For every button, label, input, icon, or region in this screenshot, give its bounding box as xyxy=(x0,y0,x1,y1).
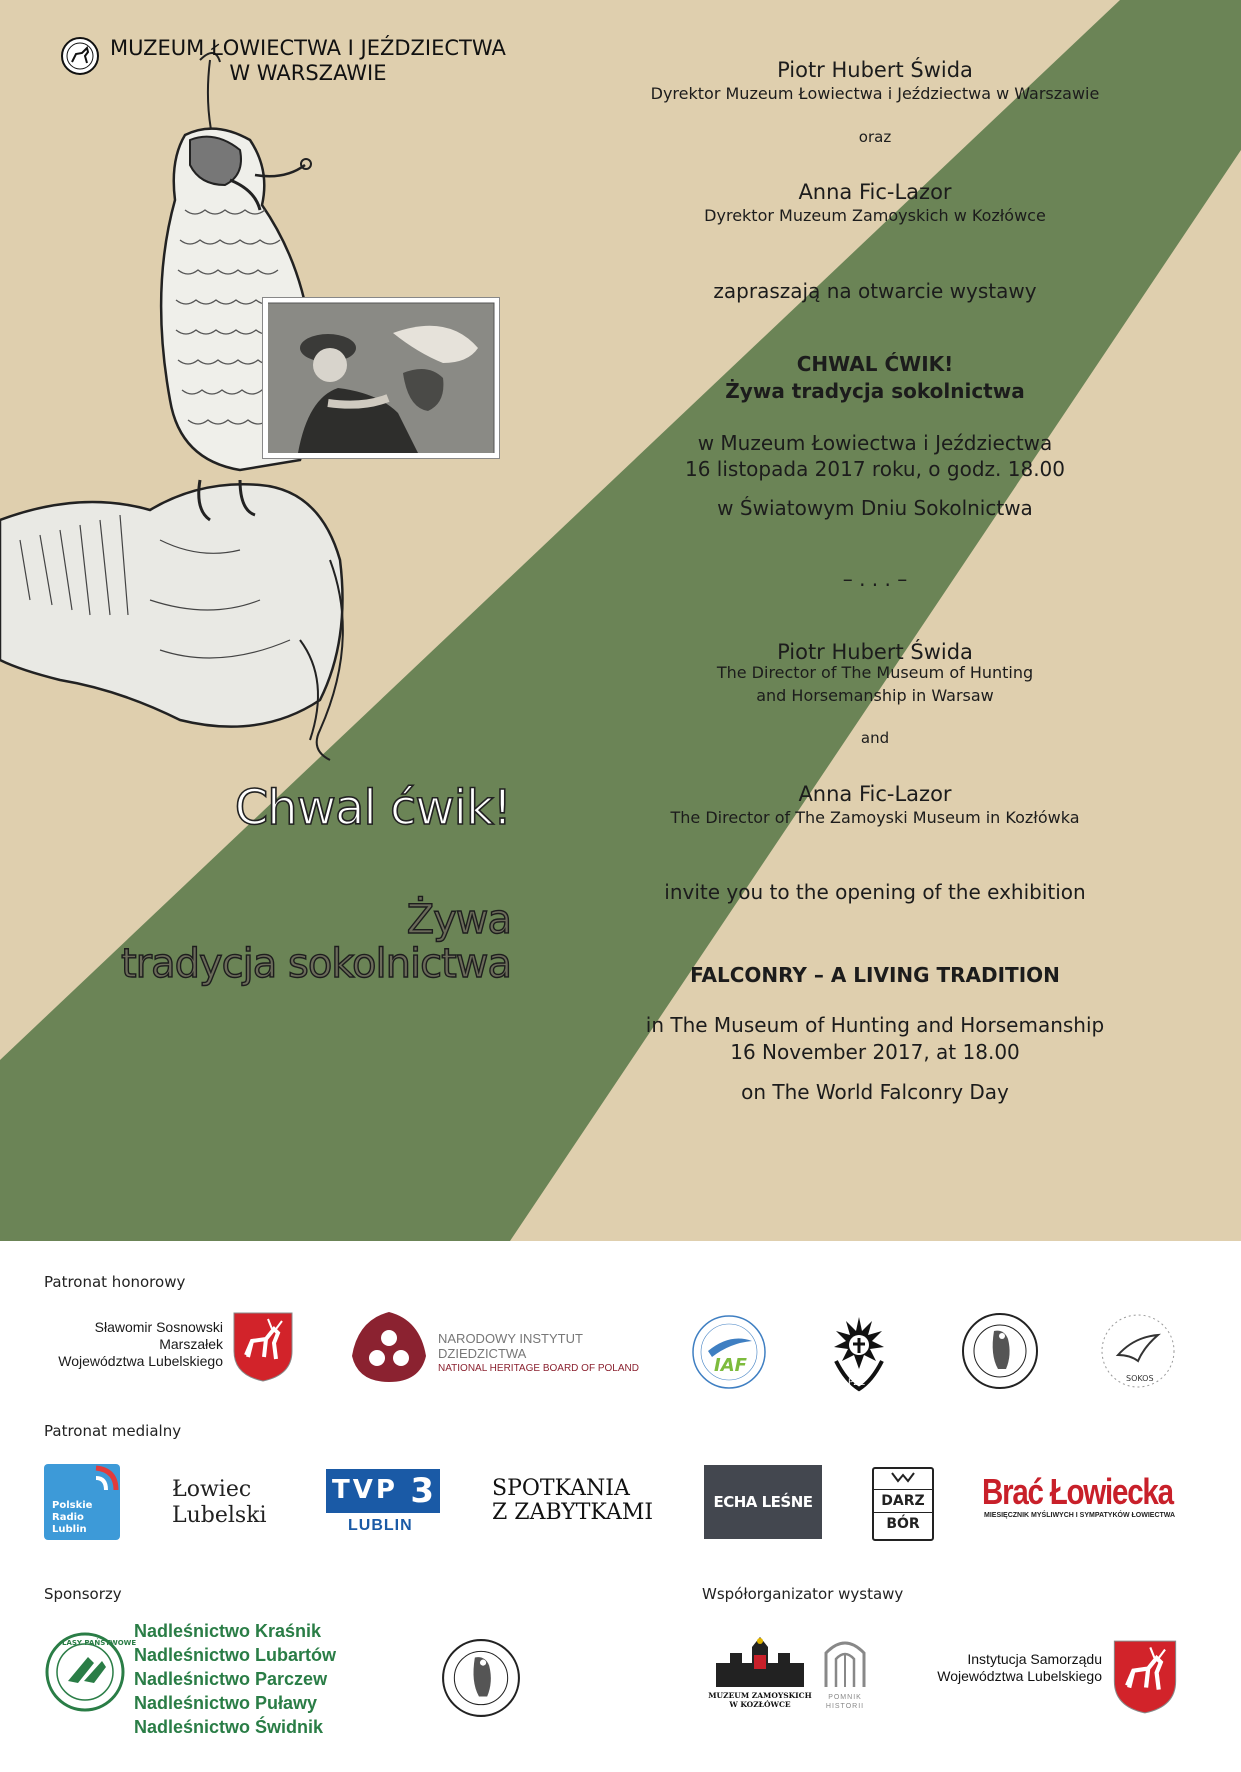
sokos-label: SOKOS xyxy=(1126,1374,1154,1383)
pl-title1: CHWAL ĆWIK! xyxy=(796,352,954,376)
section-media: Patronat medialny xyxy=(44,1422,182,1440)
pl-host1-name: Piotr Hubert Świda xyxy=(777,58,973,82)
marshal-title: Marszałek xyxy=(159,1336,223,1352)
museum-name-line1: MUZEUM ŁOWIECTWA I JEŹDZIECTWA xyxy=(110,36,506,60)
radio-line1: Polskie xyxy=(52,1500,93,1511)
pl-and: oraz xyxy=(858,128,892,146)
pl-date: 16 listopada 2017 roku, o godz. 18.00 xyxy=(685,457,1065,481)
display-title-line2: Żywa xyxy=(406,897,511,943)
tvp-city: LUBLIN xyxy=(348,1517,413,1534)
polskie-radio-lublin-logo xyxy=(44,1464,120,1540)
darz-line1: DARZ xyxy=(874,1489,932,1513)
falconer-portrait-engraving xyxy=(262,297,500,459)
echa-label: ECHA LEŚNE xyxy=(713,1493,813,1511)
sponsor-item: Nadleśnictwo Parczew xyxy=(134,1669,328,1689)
mz-line2: W KOZŁÓWCE xyxy=(729,1700,791,1709)
ph-line2: HISTORII xyxy=(825,1703,865,1710)
spotkania-line1: SPOTKANIA xyxy=(492,1476,630,1501)
lubelskie-coat-of-arms-icon xyxy=(232,1311,294,1383)
pl-host1-role: Dyrektor Muzeum Łowiectwa i Jeździectwa w Warszawie xyxy=(650,84,1100,103)
nid-logo-icon xyxy=(350,1310,428,1384)
en-host2-name: Anna Fic-Lazor xyxy=(798,782,952,806)
lowiec-line1: Łowiec xyxy=(172,1477,252,1502)
pl-invite: zapraszają na otwarcie wystawy xyxy=(713,279,1037,303)
en-host1-name: Piotr Hubert Świda xyxy=(777,640,973,664)
inst-line2: Województwa Lubelskiego xyxy=(937,1668,1102,1684)
tvp3-logo xyxy=(326,1469,440,1513)
tvp-label: TVP xyxy=(332,1475,398,1505)
muzeum-zamoyskich-logo-icon xyxy=(712,1633,808,1689)
sponsor-item: Nadleśnictwo Kraśnik xyxy=(134,1621,322,1641)
mz-line1: MUZEUM ZAMOYSKICH xyxy=(708,1691,812,1700)
sponsors-list xyxy=(134,1619,336,1739)
museum-logo-icon xyxy=(60,36,100,76)
spotkania-z-zabytkami-logo xyxy=(492,1477,653,1525)
tvp-number: 3 xyxy=(410,1471,434,1511)
en-and: and xyxy=(860,729,890,747)
radio-line3: Lublin xyxy=(52,1524,87,1535)
inst-line1: Instytucja Samorządu xyxy=(967,1651,1102,1667)
pl-host2-role: Dyrektor Muzeum Zamoyskich w Kozłówce xyxy=(704,206,1046,225)
marshal-region: Województwa Lubelskiego xyxy=(58,1353,223,1369)
antler-icon xyxy=(874,1469,932,1489)
nid-logo-text xyxy=(438,1331,639,1376)
ph-line1: POMNIK xyxy=(828,1694,862,1701)
en-place: in The Museum of Hunting and Horsemanship xyxy=(645,1013,1105,1037)
en-host1-role-1: The Director of The Museum of Hunting xyxy=(716,663,1034,682)
brac-lowiecka-logo: Brać Łowiecka xyxy=(982,1471,1173,1512)
pl-title2: Żywa tradycja sokolnictwa xyxy=(725,379,1025,403)
marshal-patron-text xyxy=(38,1319,223,1370)
sokos-logo-icon xyxy=(1098,1311,1178,1391)
spotkania-line2: Z ZABYTKAMI xyxy=(492,1500,654,1525)
lowiec-line2: Lubelski xyxy=(172,1503,267,1528)
display-title-line3: tradycja sokolnictwa xyxy=(120,941,511,987)
section-sponsors: Sponsorzy xyxy=(44,1585,122,1603)
pomnik-historii-text xyxy=(812,1693,878,1711)
en-day: on The World Falconry Day xyxy=(741,1080,1009,1104)
nid-line1: NARODOWY INSTYTUT xyxy=(438,1331,583,1346)
en-date: 16 November 2017, at 18.00 xyxy=(730,1040,1020,1064)
sponsor-item: Nadleśnictwo Puławy xyxy=(134,1693,318,1713)
brac-subtitle: MIESIĘCZNIK MYŚLIWYCH I SYMPATYKÓW ŁOWIECTWA xyxy=(984,1512,1176,1519)
en-host2-role: The Director of The Zamoyski Museum in Kozłówka xyxy=(670,808,1080,827)
section-coorganizer: Współorganizator wystawy xyxy=(702,1585,904,1603)
sponsor-item: Nadleśnictwo Lubartów xyxy=(134,1645,337,1665)
instytucja-samorzadu-text xyxy=(906,1651,1102,1685)
pl-day: w Światowym Dniu Sokolnictwa xyxy=(717,496,1033,520)
museum-header xyxy=(60,36,506,86)
iaf-logo-icon xyxy=(690,1313,768,1391)
pzl-logo-icon xyxy=(826,1311,892,1393)
sponsor-item: Nadleśnictwo Świdnik xyxy=(134,1717,324,1737)
nid-line3: NATIONAL HERITAGE BOARD OF POLAND xyxy=(438,1363,639,1374)
marshal-name: Sławomir Sosnowski xyxy=(94,1319,223,1335)
darz-bor-logo xyxy=(872,1467,934,1541)
en-host1-role-2: and Horsemanship in Warsaw xyxy=(756,686,994,705)
nid-line2: DZIEDZICTWA xyxy=(438,1346,527,1361)
display-title-lines2-3 xyxy=(121,898,511,986)
display-title-line1: Chwal ćwik! xyxy=(234,780,511,836)
museum-name-line2: W WARSZAWIE xyxy=(229,61,387,85)
muzeum-zamoyskich-text xyxy=(700,1691,820,1709)
echa-lesne-logo xyxy=(704,1465,822,1539)
en-title: FALCONRY – A LIVING TRADITION xyxy=(690,963,1060,987)
pzl-label: PZŁ xyxy=(848,1378,865,1388)
lowiec-lubelski-logo xyxy=(172,1477,267,1529)
darz-line2: BÓR xyxy=(886,1516,920,1532)
hawk-club-logo-icon xyxy=(960,1311,1040,1391)
lasy-panstwowe-logo-icon xyxy=(44,1631,137,1713)
hawk-club-sponsor-logo-icon xyxy=(440,1637,522,1719)
lubelskie-coat-of-arms-coorg-icon xyxy=(1112,1639,1178,1715)
radio-line2: Radio xyxy=(52,1512,84,1523)
lp-label: LASY PAŃSTWOWE xyxy=(62,1639,137,1647)
iaf-label: IAF xyxy=(714,1355,747,1376)
pomnik-historii-logo-icon xyxy=(822,1633,868,1689)
en-invite: invite you to the opening of the exhibition xyxy=(664,880,1086,904)
pl-host2-name: Anna Fic-Lazor xyxy=(798,180,952,204)
separator: – . . . – xyxy=(842,567,908,591)
section-honorary: Patronat honorowy xyxy=(44,1273,186,1291)
pl-place: w Muzeum Łowiectwa i Jeździectwa xyxy=(697,431,1053,455)
patrons-and-sponsors xyxy=(0,1241,1241,1772)
